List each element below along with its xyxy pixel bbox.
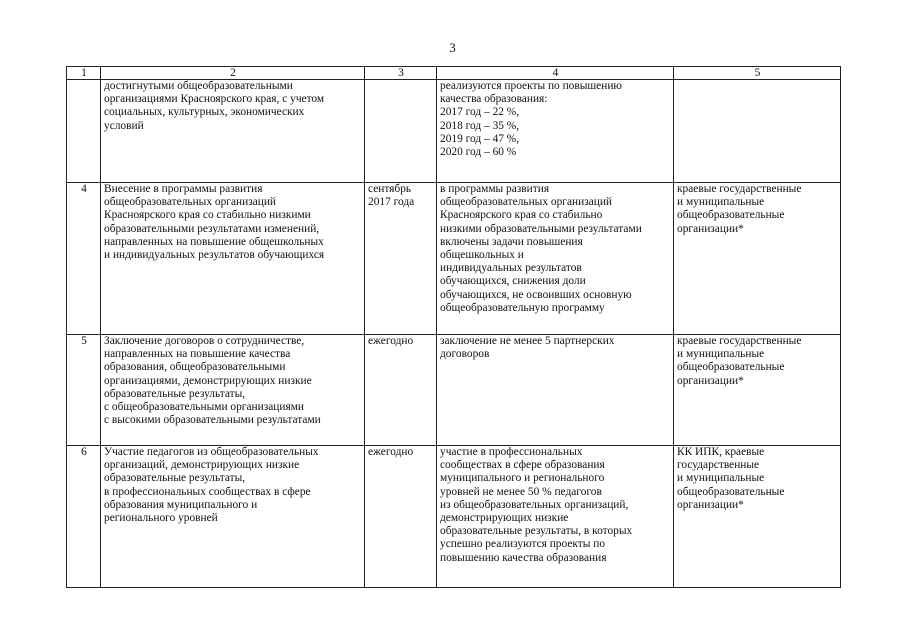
cell-text-line: включены задачи повышения	[440, 235, 583, 248]
cell-text-line: регионального уровней	[104, 512, 218, 525]
cell-text-line: и муниципальные	[677, 196, 765, 209]
table-row	[67, 335, 841, 446]
cell-text-line: и индивидуальных результатов обучающихся	[104, 249, 325, 262]
result-cell	[437, 183, 674, 335]
cell-text-line: обучающихся, снижения доли	[440, 275, 586, 288]
term-cell	[365, 335, 437, 446]
cell-text-line: организациями, демонстрирующих низкие	[104, 374, 312, 387]
header-col-1: 1	[67, 67, 101, 80]
cell-text-line: Заключение договоров о сотрудничестве,	[104, 335, 305, 347]
cell-text-line: государственные	[677, 459, 760, 472]
header-col-4: 4	[437, 67, 674, 80]
cell-text-line: общеобразовательных организаций	[104, 196, 277, 209]
header-col-5: 5	[674, 67, 841, 80]
header-col-3: 3	[365, 67, 437, 80]
cell-text-line: из общеобразовательных организаций,	[440, 498, 629, 511]
cell-text-line: краевые государственные	[677, 335, 802, 347]
cell-text-line: организации*	[677, 498, 744, 511]
cell-text-line: ежегодно	[368, 446, 414, 458]
cell-text-line: направленных на повышение общешкольных	[104, 235, 324, 248]
cell-text-line: общешкольных и	[440, 249, 524, 262]
cell-text-line: образовательные результаты,	[104, 472, 246, 485]
cell-text-line: организации*	[677, 374, 744, 387]
cell-text-line: сентябрь	[368, 183, 412, 195]
cell-text-line: организаций, демонстрирующих низкие	[104, 459, 300, 472]
cell-text-line: направленных на повышение качества	[104, 348, 291, 361]
cell-text-line: 2020 год – 60 %	[440, 146, 517, 159]
cell-text-line: муниципального и регионального	[440, 472, 605, 485]
cell-text-line: образования, общеобразовательными	[104, 361, 286, 374]
cell-text-line: КК ИПК, краевые	[677, 446, 765, 458]
cell-text-line: общеобразовательную программу	[440, 301, 605, 314]
cell-text-line: общеобразовательные	[677, 209, 785, 222]
term-cell	[365, 80, 437, 183]
cell-text-line: достигнутыми общеобразовательными	[104, 80, 293, 92]
cell-text-line: образования муниципального и	[104, 498, 258, 511]
cell-text-line: и муниципальные	[677, 472, 765, 485]
cell-text-line: заключение не менее 5 партнерских	[440, 335, 615, 347]
cell-text-line: Красноярского края со стабильно низкими	[104, 209, 311, 222]
cell-text-line: общеобразовательные	[677, 485, 785, 498]
cell-text-line: организациями Красноярского края, с учетом	[104, 93, 325, 106]
cell-text-line: 2019 год – 47 %,	[440, 132, 520, 145]
cell-text-line: договоров	[440, 348, 490, 361]
activity-cell	[101, 183, 365, 335]
activity-cell	[101, 335, 365, 446]
cell-text-line: участие в профессиональных	[440, 446, 583, 458]
term-cell	[365, 446, 437, 588]
cell-text-line: с высокими образовательными результатами	[104, 414, 321, 427]
row-number: 4	[67, 183, 101, 335]
cell-text-line: с общеобразовательными организациями	[104, 401, 304, 414]
cell-text-line: условий	[104, 119, 144, 132]
cell-text-line: в профессиональных сообществах в сфере	[104, 485, 311, 498]
term-cell	[365, 183, 437, 335]
cell-text-line: Внесение в программы развития	[104, 183, 263, 195]
result-cell	[437, 446, 674, 588]
activity-cell	[101, 446, 365, 588]
cell-text-line: краевые государственные	[677, 183, 802, 195]
responsible-cell	[674, 335, 841, 446]
header-col-2: 2	[101, 67, 365, 80]
cell-text-line: сообществах в сфере образования	[440, 459, 605, 472]
cell-text-line: в программы развития	[440, 183, 550, 195]
table-row	[67, 446, 841, 588]
cell-text-line: низкими образовательными результатами	[440, 222, 642, 235]
cell-text-line: Красноярского края со стабильно	[440, 209, 603, 222]
result-cell	[437, 80, 674, 183]
cell-text-line: 2018 год – 35 %,	[440, 119, 520, 132]
activity-cell	[101, 80, 365, 183]
cell-text-line: обучающихся, не освоивших основную	[440, 288, 632, 301]
cell-text-line: индивидуальных результатов	[440, 262, 582, 275]
cell-text-line: общеобразовательные	[677, 361, 785, 374]
row-number: 5	[67, 335, 101, 446]
cell-text-line: успешно реализуются проекты по	[440, 538, 606, 551]
table-header-row	[67, 67, 841, 80]
result-cell	[437, 335, 674, 446]
page-number: 3	[449, 40, 456, 55]
cell-text-line: Участие педагогов из общеобразовательных	[104, 446, 319, 458]
cell-text-line: демонстрирующих низкие	[440, 512, 569, 525]
cell-text-line: и муниципальные	[677, 348, 765, 361]
responsible-cell	[674, 446, 841, 588]
cell-text-line: организации*	[677, 222, 744, 235]
cell-text-line: образовательные результаты, в которых	[440, 525, 633, 538]
cell-text-line: образовательными результатами изменений,	[104, 222, 320, 235]
cell-text-line: реализуются проекты по повышению	[440, 80, 622, 92]
plan-table	[66, 66, 841, 588]
table-row	[67, 183, 841, 335]
cell-text-line: социальных, культурных, экономических	[104, 106, 305, 119]
responsible-cell	[674, 80, 841, 183]
cell-text-line: уровней не менее 50 % педагогов	[440, 485, 602, 498]
cell-text-line: повышению качества образования	[440, 551, 607, 564]
cell-text-line: 2017 года	[368, 196, 415, 209]
cell-text-line: 2017 год – 22 %,	[440, 106, 520, 119]
cell-text-line: ежегодно	[368, 335, 414, 347]
cell-text-line: общеобразовательных организаций	[440, 196, 613, 209]
row-number	[67, 80, 101, 183]
responsible-cell	[674, 183, 841, 335]
cell-text-line: образовательные результаты,	[104, 387, 246, 400]
cell-text-line: качества образования:	[440, 93, 548, 106]
row-number: 6	[67, 446, 101, 588]
table-row	[67, 80, 841, 183]
